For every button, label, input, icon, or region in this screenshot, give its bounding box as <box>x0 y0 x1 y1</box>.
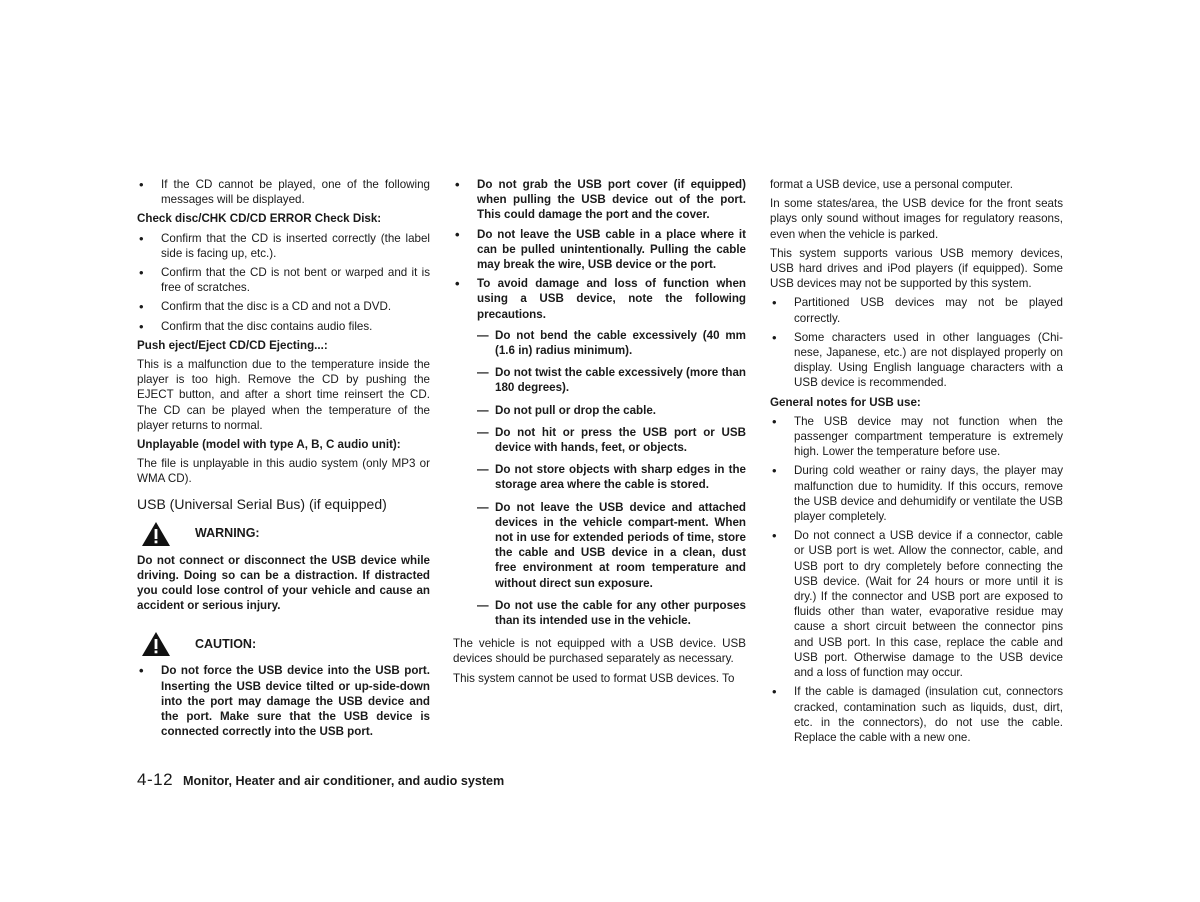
check-disk-bullet: • Confirm that the CD is not bent or warped and it is free of scratches. <box>137 265 430 295</box>
caution-bullet: • Do not force the USB device into the USB port. Inserting the USB device tilted or up-side-down into the port may damage the USB device and the port. Make sure that the USB device is connected correctly into the USB port. <box>137 663 430 739</box>
support-note-bullet: • Partitioned USB devices may not be played correctly. <box>770 295 1063 325</box>
precaution-text: Do not twist the cable excessively (more than 180 degrees). <box>495 366 746 395</box>
unplayable-heading: Unplayable (model with type A, B, C audio unit): <box>137 438 401 452</box>
check-disk-bullet: • Confirm that the disc contains audio files. <box>137 319 430 334</box>
precaution-item <box>453 425 746 455</box>
usb-caution-bullet: • To avoid damage and loss of function when using a USB device, note the following precautions. <box>453 276 746 322</box>
general-note-bullet: • If the cable is damaged (insulation cut, connectors cracked, contamination such as liquids, dust, dirt, etc. in the connectors), do not use the cable. Replace the cable with a new one. <box>770 684 1063 745</box>
usb-not-equipped-paragraph: The vehicle is not equipped with a USB device. USB devices should be purchased separately as necessary. <box>453 637 746 666</box>
page-number: 4-12 <box>137 770 174 789</box>
column-3 <box>770 177 1063 749</box>
general-note-bullet: • Do not connect a USB device if a connector, cable or USB port is wet. Allow the connector, cable, and USB port to dry completely before connecting the USB device. (Wait for 24 hours or more until it is dry.) If the connector and USB port are exposed to fluids other than water, evaporative residue may cause a short circuit between the connector pins and USB port. In this case, replace the cable and USB port. Otherwise damage to the USB device and a loss of function may occur. <box>770 528 1063 680</box>
warning-triangle-icon <box>141 521 171 547</box>
column-1 <box>137 177 430 743</box>
usb-caution-bullet: • Do not leave the USB cable in a place where it can be pulled unintentionally. Pulling the cable may break the wire, USB device or the port. <box>453 227 746 273</box>
regulatory-paragraph: In some states/area, the USB device for the front seats plays only sound without images for regulatory reasons, even when the vehicle is parked. <box>770 197 1063 241</box>
precaution-item <box>453 500 746 591</box>
precaution-item <box>453 328 746 358</box>
precaution-item <box>453 403 746 418</box>
usb-caution-bullet: • Do not grab the USB port cover (if equipped) when pulling the USB device out of the port. This could damage the port and the cover. <box>453 177 746 223</box>
precaution-text: Do not leave the USB device and attached devices in the vehicle compart-ment. When not in use for extended periods of time, store the cable and USB device in a clean, dust free environment at room temperature and without direct sun exposure. <box>495 500 746 590</box>
precaution-item <box>453 598 746 628</box>
usb-section-title: USB (Universal Serial Bus) (if equipped) <box>137 495 387 512</box>
precaution-text: Do not hit or press the USB port or USB device with hands, feet, or objects. <box>495 425 746 455</box>
precaution-text: Do not store objects with sharp edges in the storage area where the cable is stored. <box>495 463 746 492</box>
precaution-text: Do not pull or drop the cable. <box>495 403 657 417</box>
eject-heading: Push eject/Eject CD/CD Ejecting...: <box>137 338 328 352</box>
eject-paragraph: This is a malfunction due to the temperature inside the player is too high. Remove the CD by pushing the EJECT button, and after a short time reinsert the CD. The CD can be played when the temperature of the player returns to normal. <box>137 358 430 432</box>
dash-mark: — <box>477 328 489 342</box>
precaution-text: Do not bend the cable excessively (40 mm (1.6 in) radius minimum). <box>495 328 746 358</box>
caution-header <box>137 631 430 657</box>
column-2 <box>453 177 746 690</box>
general-note-bullet: • During cold weather or rainy days, the player may malfunction due to humidity. If this occurs, remove the USB device and dehumidify or ventilate the USB player completely. <box>770 463 1063 524</box>
dash-mark: — <box>477 425 489 439</box>
dash-mark: — <box>477 366 489 380</box>
check-disk-heading: Check disc/CHK CD/CD ERROR Check Disk: <box>137 212 382 226</box>
dash-mark: — <box>477 463 489 477</box>
general-notes-heading: General notes for USB use: <box>770 395 921 409</box>
format-paragraph-start: This system cannot be used to format USB devices. To <box>453 671 735 685</box>
cd-intro-bullet: • If the CD cannot be played, one of the following messages will be displayed. <box>137 177 430 207</box>
precaution-item <box>453 365 746 395</box>
warning-label: WARNING: <box>195 526 260 541</box>
page-footer <box>137 770 504 790</box>
support-note-bullet: • Some characters used in other languages (Chi-nese, Japanese, etc.) are not displayed properly on display. Using English language characters with a USB device is recommended. <box>770 330 1063 391</box>
format-paragraph-end: format a USB device, use a personal computer. <box>770 178 1013 191</box>
general-note-bullet: • The USB device may not function when the passenger compartment temperature is extremely high. Lower the temperature before use. <box>770 414 1063 460</box>
warning-text: Do not connect or disconnect the USB device while driving. Doing so can be a distraction. If distracted you could lose control of your vehicle and cause an accident or serious injury. <box>137 553 430 613</box>
caution-label: CAUTION: <box>195 636 257 651</box>
dash-mark: — <box>477 403 489 417</box>
dash-mark: — <box>477 598 489 612</box>
precaution-item <box>453 462 746 492</box>
supported-devices-paragraph: This system supports various USB memory devices, USB hard drives and iPod players (if equipped). Some USB devices may not be supported by this system. <box>770 246 1063 291</box>
check-disk-bullet: • Confirm that the disc is a CD and not a DVD. <box>137 299 430 314</box>
caution-triangle-icon <box>141 631 171 657</box>
warning-header <box>137 521 430 547</box>
dash-mark: — <box>477 500 489 514</box>
chapter-title: Monitor, Heater and air conditioner, and audio system <box>183 774 505 788</box>
check-disk-bullet: • Confirm that the CD is inserted correctly (the label side is facing up, etc.). <box>137 231 430 261</box>
precaution-text: Do not use the cable for any other purposes than its intended use in the vehicle. <box>495 598 746 628</box>
unplayable-paragraph: The file is unplayable in this audio system (only MP3 or WMA CD). <box>137 457 430 486</box>
